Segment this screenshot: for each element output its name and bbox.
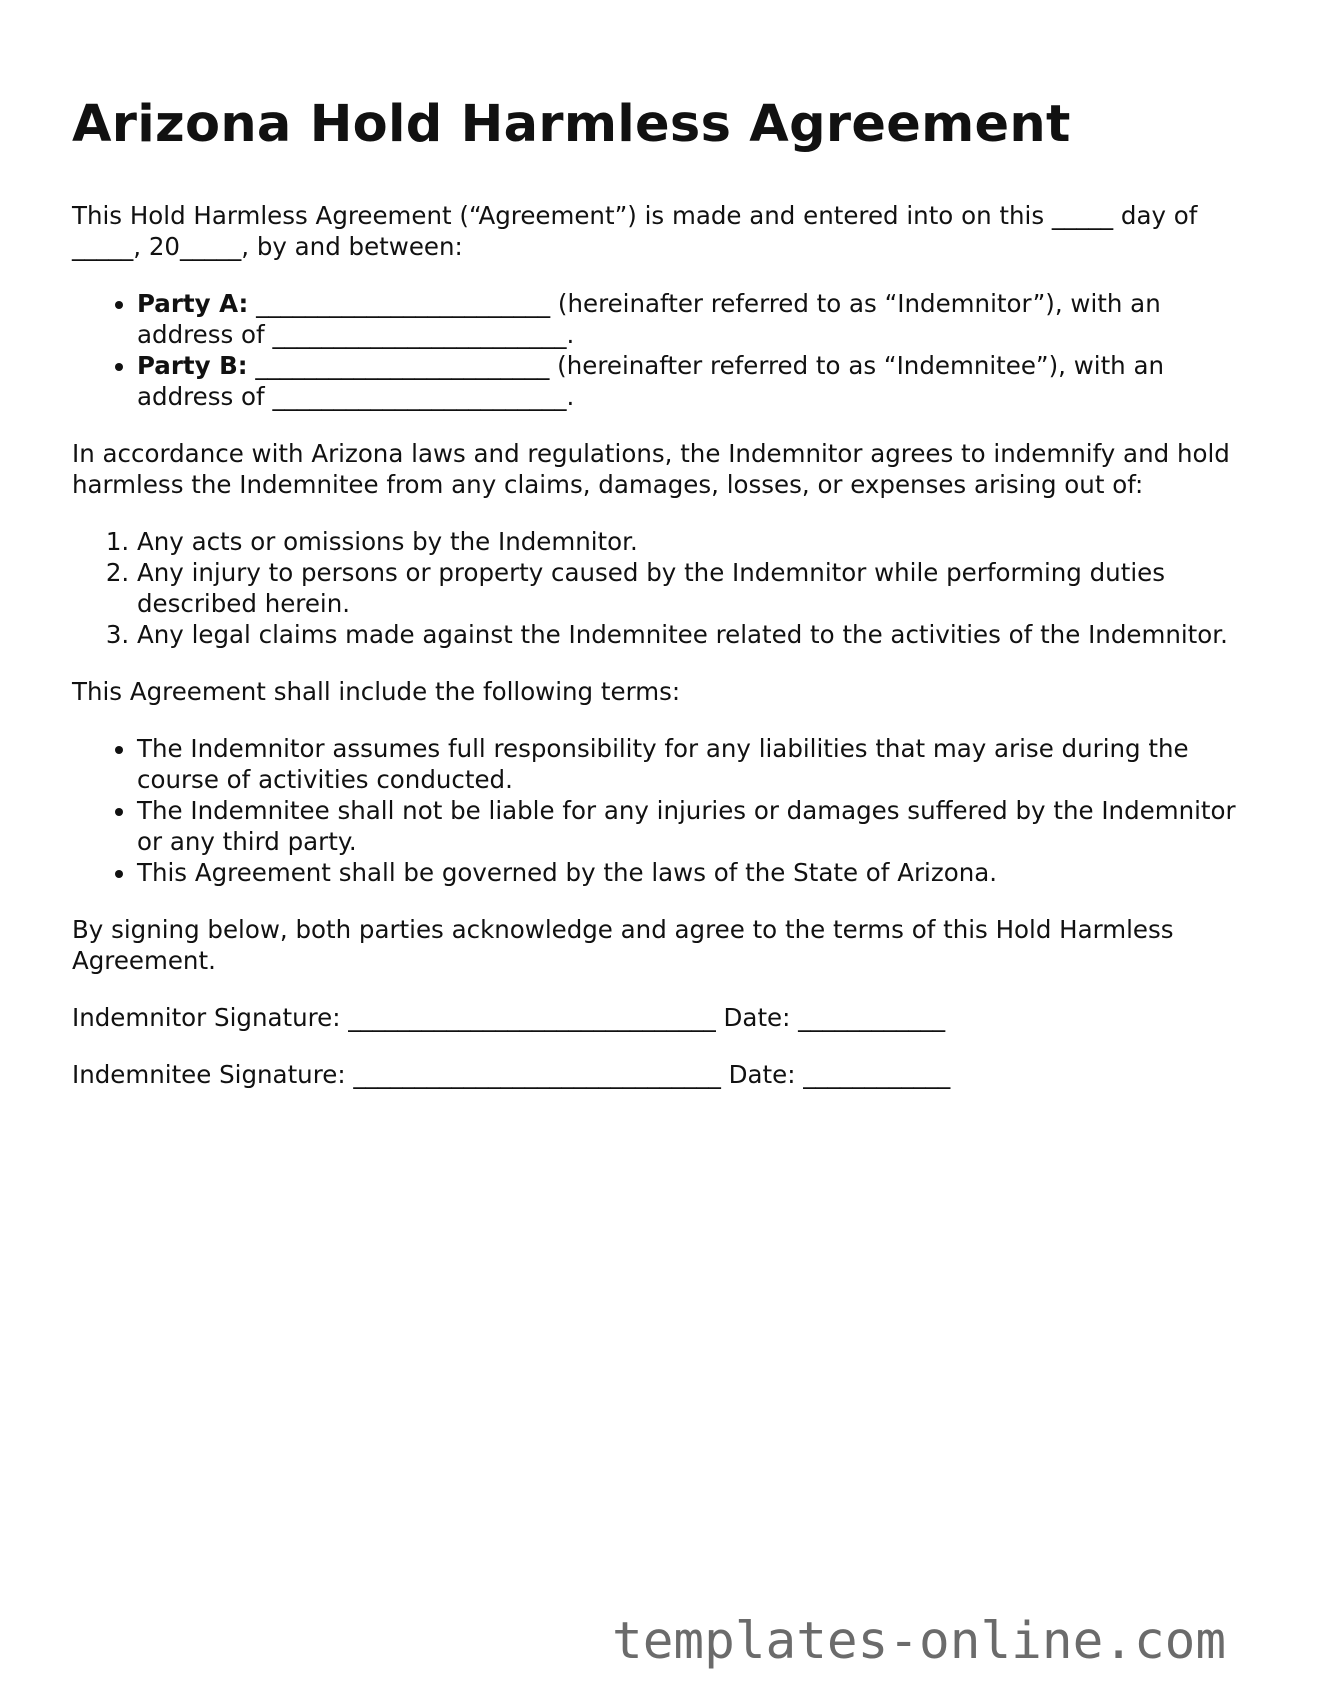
- intro-paragraph: This Hold Harmless Agreement (“Agreement”) is made and entered into on this _____ day of _____, 20_____, by and between:: [72, 201, 1198, 261]
- site-watermark: templates-online.com: [612, 1612, 1227, 1671]
- party-b-label: Party B:: [137, 351, 248, 380]
- claim-item: 1. Any acts or omissions by the Indemnitor.: [137, 526, 1252, 557]
- claim-item: 3. Any legal claims made against the Indemnitee related to the activities of the Indemnitor.: [137, 619, 1252, 650]
- party-a-label: Party A:: [137, 289, 249, 318]
- document-page: [72, 0, 1252, 1090]
- claim-item: 2. Any injury to persons or property caused by the Indemnitor while performing duties described herein.: [137, 557, 1252, 619]
- party-b-text: ________________________ (hereinafter referred to as “Indemnitee”), with an address of ________________________.: [137, 351, 1165, 411]
- acknowledgement-paragraph: By signing below, both parties acknowledge and agree to the terms of this Hold Harmless Agreement.: [72, 915, 1174, 975]
- term-item: • This Agreement shall be governed by the laws of the State of Arizona.: [137, 857, 1252, 888]
- terms-list: [72, 733, 1252, 888]
- document-title: Arizona Hold Harmless Agreement: [72, 95, 1071, 154]
- term-item: • The Indemnitee shall not be liable for any injuries or damages suffered by the Indemnitor or any third party.: [137, 795, 1252, 857]
- claims-list: [72, 526, 1252, 650]
- indemnitor-signature-line: Indemnitor Signature: ______________________________ Date: ____________: [72, 1003, 946, 1032]
- party-b-item: [137, 350, 1252, 412]
- party-a-item: [137, 288, 1252, 350]
- obligation-paragraph: In accordance with Arizona laws and regulations, the Indemnitor agrees to indemnify and hold harmless the Indemnitee from any claims, damages, losses, or expenses arising out of:: [72, 439, 1230, 499]
- parties-list: [72, 288, 1252, 412]
- party-a-text: ________________________ (hereinafter referred to as “Indemnitor”), with an address of ________________________.: [137, 289, 1161, 349]
- terms-intro: This Agreement shall include the following terms:: [72, 677, 681, 706]
- indemnitee-signature-line: Indemnitee Signature: ______________________________ Date: ____________: [72, 1060, 951, 1089]
- term-item: • The Indemnitor assumes full responsibility for any liabilities that may arise during the course of activities conducted.: [137, 733, 1252, 795]
